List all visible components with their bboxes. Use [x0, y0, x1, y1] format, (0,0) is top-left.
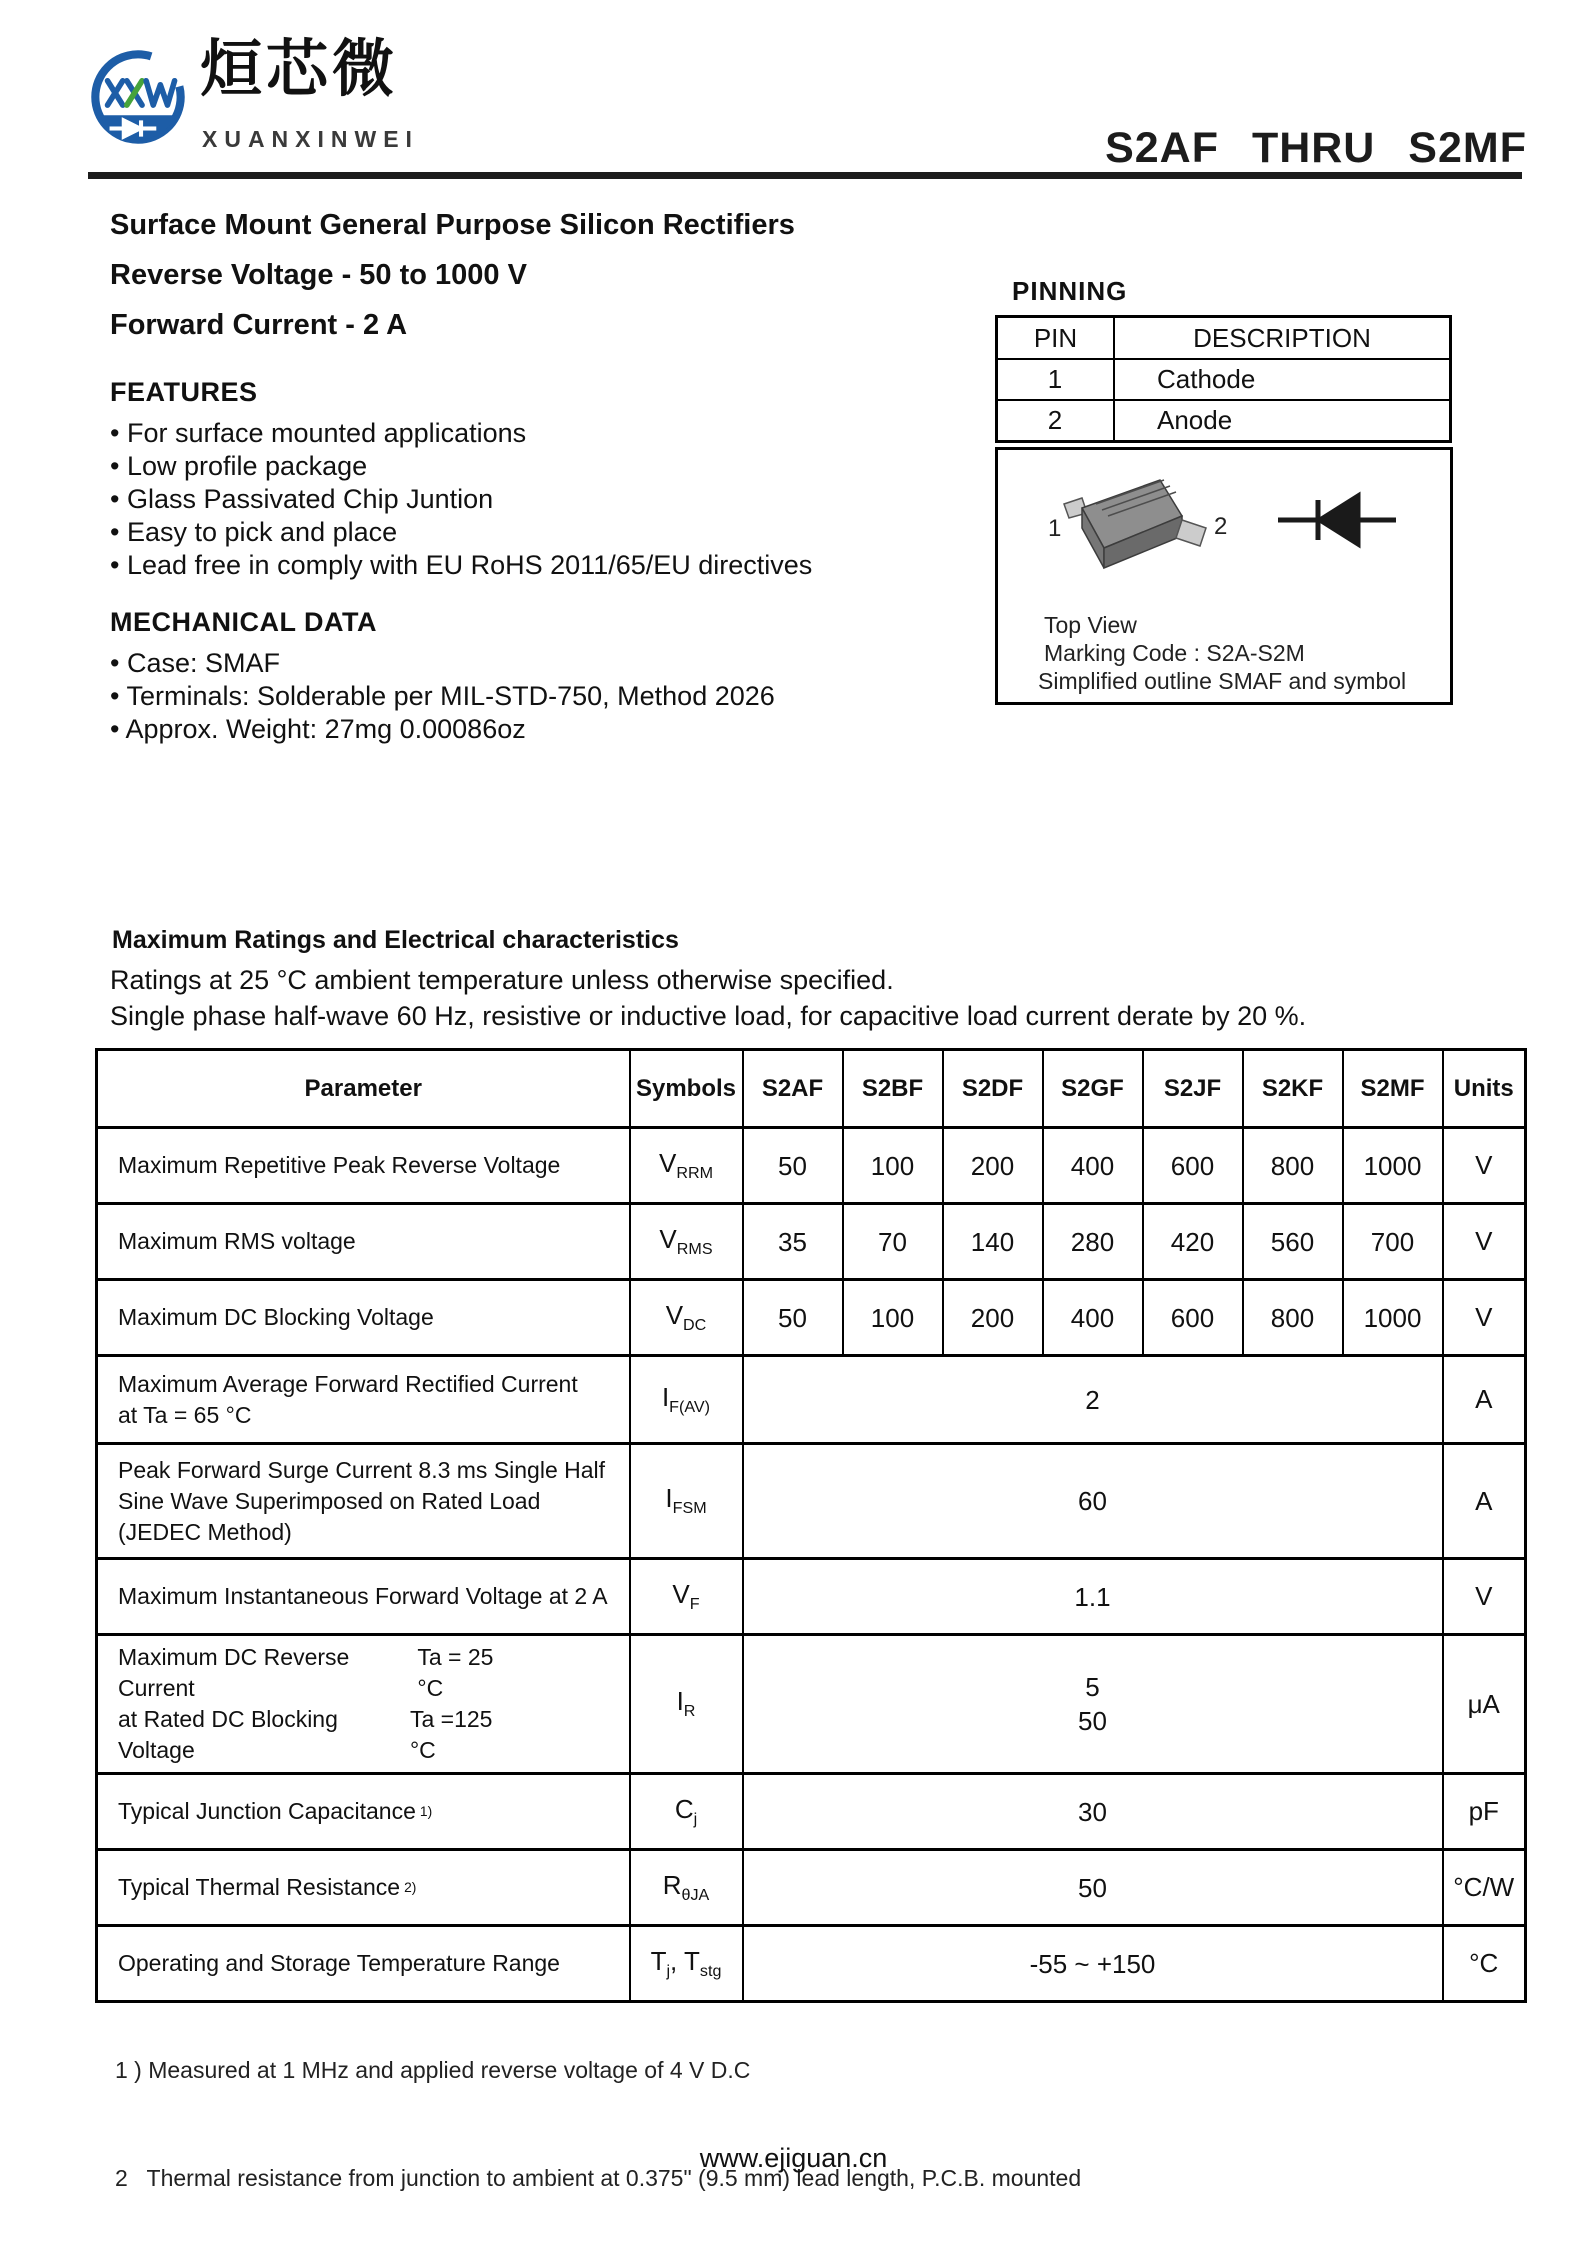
value-cell: 140: [943, 1204, 1043, 1280]
pin1-label: 1: [1048, 515, 1062, 542]
list-item: • Approx. Weight: 27mg 0.00086oz: [110, 713, 775, 746]
value-cell-span: 1.1: [743, 1559, 1443, 1635]
value-cell: 800: [1243, 1280, 1343, 1356]
table-row: [997, 317, 1451, 360]
table-row: [97, 1356, 1526, 1444]
unit-cell: μA: [1443, 1635, 1526, 1774]
list-item: • Case: SMAF: [110, 647, 775, 680]
value-cell: 200: [943, 1280, 1043, 1356]
pin-number: 2: [997, 400, 1115, 442]
table-row: [997, 359, 1451, 400]
pin-number: 1: [997, 359, 1115, 400]
table-row: [997, 400, 1451, 442]
website-url: www.ejiguan.cn: [699, 2143, 888, 2173]
header-divider: [88, 172, 1522, 179]
parameter-cell: Typical Junction Capacitance 1): [97, 1774, 630, 1850]
value-cell: 70: [843, 1204, 943, 1280]
summary-line: Surface Mount General Purpose Silicon Rectifiers: [110, 209, 795, 241]
unit-cell: V: [1443, 1204, 1526, 1280]
value-cell: 50: [743, 1128, 843, 1204]
unit-cell: A: [1443, 1444, 1526, 1559]
package-lead2: [1176, 520, 1206, 546]
value-cell: 200: [943, 1128, 1043, 1204]
value-cell: 1000: [1343, 1280, 1443, 1356]
package-caption-top-view: Top View: [1044, 612, 1137, 638]
description-column-header: DESCRIPTION: [1114, 317, 1451, 360]
column-header: S2JF: [1143, 1050, 1243, 1128]
parameter-cell: Peak Forward Surge Current 8.3 ms Single Half Sine Wave Superimposed on Rated Load (JEDEC Method): [97, 1444, 630, 1559]
footnote-1: 1 ) Measured at 1 MHz and applied reverse voltage of 4 V D.C: [115, 2057, 751, 2083]
symbol-cell: $I_{FSM}$: [630, 1444, 743, 1559]
symbol-cell: $T_j$, $T_{stg}$: [630, 1926, 743, 2002]
unit-cell: °C/W: [1443, 1850, 1526, 1926]
value-cell: 420: [1143, 1204, 1243, 1280]
value-cell: 280: [1043, 1204, 1143, 1280]
pin-description: Anode: [1114, 400, 1451, 442]
package-caption-marking-code: Marking Code : S2A-S2M: [1044, 640, 1305, 666]
list-item: • Lead free in comply with EU RoHS 2011/65/EU directives: [110, 549, 812, 582]
table-row: [97, 1280, 1526, 1356]
value-cell: 800: [1243, 1128, 1343, 1204]
symbol-cell: $V_{RRM}$: [630, 1128, 743, 1204]
parameter-cell: Maximum Instantaneous Forward Voltage at 2 A: [97, 1559, 630, 1635]
table-row: [97, 1850, 1526, 1926]
symbol-cell: $C_j$: [630, 1774, 743, 1850]
pin-column-header: PIN: [997, 317, 1115, 360]
mechanical-heading: MECHANICAL DATA: [110, 607, 377, 637]
features-heading: FEATURES: [110, 377, 258, 407]
table-header-row: [97, 1050, 1526, 1128]
symbol-cell: $R_{\theta JA}$: [630, 1850, 743, 1926]
ratings-intro-line: Ratings at 25 °C ambient temperature unless otherwise specified.: [110, 965, 894, 995]
pin-description: Cathode: [1114, 359, 1451, 400]
value-cell-span: 50: [743, 1850, 1443, 1926]
value-cell: 700: [1343, 1204, 1443, 1280]
unit-cell: A: [1443, 1356, 1526, 1444]
list-item: • For surface mounted applications: [110, 417, 812, 450]
table-row: [97, 1559, 1526, 1635]
value-cell: 400: [1043, 1280, 1143, 1356]
column-header: S2BF: [843, 1050, 943, 1128]
value-cell-span: 2: [743, 1356, 1443, 1444]
symbol-cell: $V_F$: [630, 1559, 743, 1635]
company-logo-icon: [86, 34, 190, 160]
value-cell-span: 30: [743, 1774, 1443, 1850]
column-header: S2KF: [1243, 1050, 1343, 1128]
unit-cell: V: [1443, 1128, 1526, 1204]
product-summary: [110, 210, 795, 360]
list-item: • Low profile package: [110, 450, 812, 483]
mechanical-list: [110, 647, 775, 746]
table-row: [97, 1774, 1526, 1850]
table-row: [97, 1128, 1526, 1204]
list-item: • Glass Passivated Chip Juntion: [110, 483, 812, 516]
value-cell: 600: [1143, 1280, 1243, 1356]
column-header: Units: [1443, 1050, 1526, 1128]
value-cell: 100: [843, 1128, 943, 1204]
mechanical-data-section: [110, 607, 775, 746]
table-row: [97, 1204, 1526, 1280]
parameter-cell: Maximum RMS voltage: [97, 1204, 630, 1280]
pinning-heading: PINNING: [1012, 276, 1128, 306]
unit-cell: V: [1443, 1559, 1526, 1635]
value-cell-span: 5 50: [743, 1635, 1443, 1774]
parameter-cell: Typical Thermal Resistance 2): [97, 1850, 630, 1926]
column-header: S2MF: [1343, 1050, 1443, 1128]
list-item: • Terminals: Solderable per MIL-STD-750, Method 2026: [110, 680, 775, 713]
package-drawing: [998, 458, 1450, 608]
brand-name-chinese: 烜芯微: [200, 35, 399, 104]
list-item: • Easy to pick and place: [110, 516, 812, 549]
parameter-cell: Maximum DC Blocking Voltage: [97, 1280, 630, 1356]
pin2-label: 2: [1214, 513, 1228, 540]
unit-cell: V: [1443, 1280, 1526, 1356]
ratings-intro-line: Single phase half-wave 60 Hz, resistive or inductive load, for capacitive load current derate by 20 %.: [110, 1001, 1307, 1031]
symbol-cell: $I_R$: [630, 1635, 743, 1774]
ratings-table-body: [97, 1128, 1526, 2002]
page-title: S2AF THRU S2MF: [1105, 124, 1527, 172]
unit-cell: °C: [1443, 1926, 1526, 2002]
diode-symbol-icon: [1278, 496, 1396, 544]
value-cell: 560: [1243, 1204, 1343, 1280]
column-header: Parameter: [97, 1050, 630, 1128]
symbol-cell: $I_{F(AV)}$: [630, 1356, 743, 1444]
unit-cell: pF: [1443, 1774, 1526, 1850]
footnotes: [115, 1980, 1081, 2245]
summary-line: Forward Current - 2 A: [110, 309, 408, 341]
parameter-cell: Operating and Storage Temperature Range: [97, 1926, 630, 2002]
value-cell: 1000: [1343, 1128, 1443, 1204]
value-cell: 100: [843, 1280, 943, 1356]
value-cell-span: 60: [743, 1444, 1443, 1559]
table-row: [97, 1635, 1526, 1774]
footnote-2: 2 Thermal resistance from junction to ambient at 0.375" (9.5 mm) lead length, P.C.B. mounted: [115, 2165, 1082, 2191]
symbol-cell: $V_{DC}$: [630, 1280, 743, 1356]
pinning-table: [995, 315, 1452, 443]
features-section: [110, 377, 812, 582]
symbol-cell: $V_{RMS}$: [630, 1204, 743, 1280]
package-outline-box: [995, 447, 1453, 705]
value-cell: 600: [1143, 1128, 1243, 1204]
brand-name-english: XUANXINWEI: [202, 126, 419, 152]
column-header: Symbols: [630, 1050, 743, 1128]
parameter-cell: Maximum DC Reverse Current Ta = 25 °C at Rated DC Blocking Voltage Ta =125 °C: [97, 1635, 630, 1774]
package-caption-outline: Simplified outline SMAF and symbol: [1038, 668, 1407, 694]
column-header: S2GF: [1043, 1050, 1143, 1128]
parameter-cell: Maximum Average Forward Rectified Current at Ta = 65 °C: [97, 1356, 630, 1444]
ratings-table: [95, 1048, 1527, 2003]
summary-line: Reverse Voltage - 50 to 1000 V: [110, 259, 527, 291]
value-cell: 35: [743, 1204, 843, 1280]
value-cell: 400: [1043, 1128, 1143, 1204]
column-header: S2AF: [743, 1050, 843, 1128]
value-cell: 50: [743, 1280, 843, 1356]
logo-monogram: [108, 81, 175, 105]
value-cell-span: -55 ~ +150: [743, 1926, 1443, 2002]
table-row: [97, 1444, 1526, 1559]
ratings-heading: Maximum Ratings and Electrical characteristics: [112, 926, 679, 954]
parameter-cell: Maximum Repetitive Peak Reverse Voltage: [97, 1128, 630, 1204]
features-list: [110, 417, 812, 582]
column-header: S2DF: [943, 1050, 1043, 1128]
